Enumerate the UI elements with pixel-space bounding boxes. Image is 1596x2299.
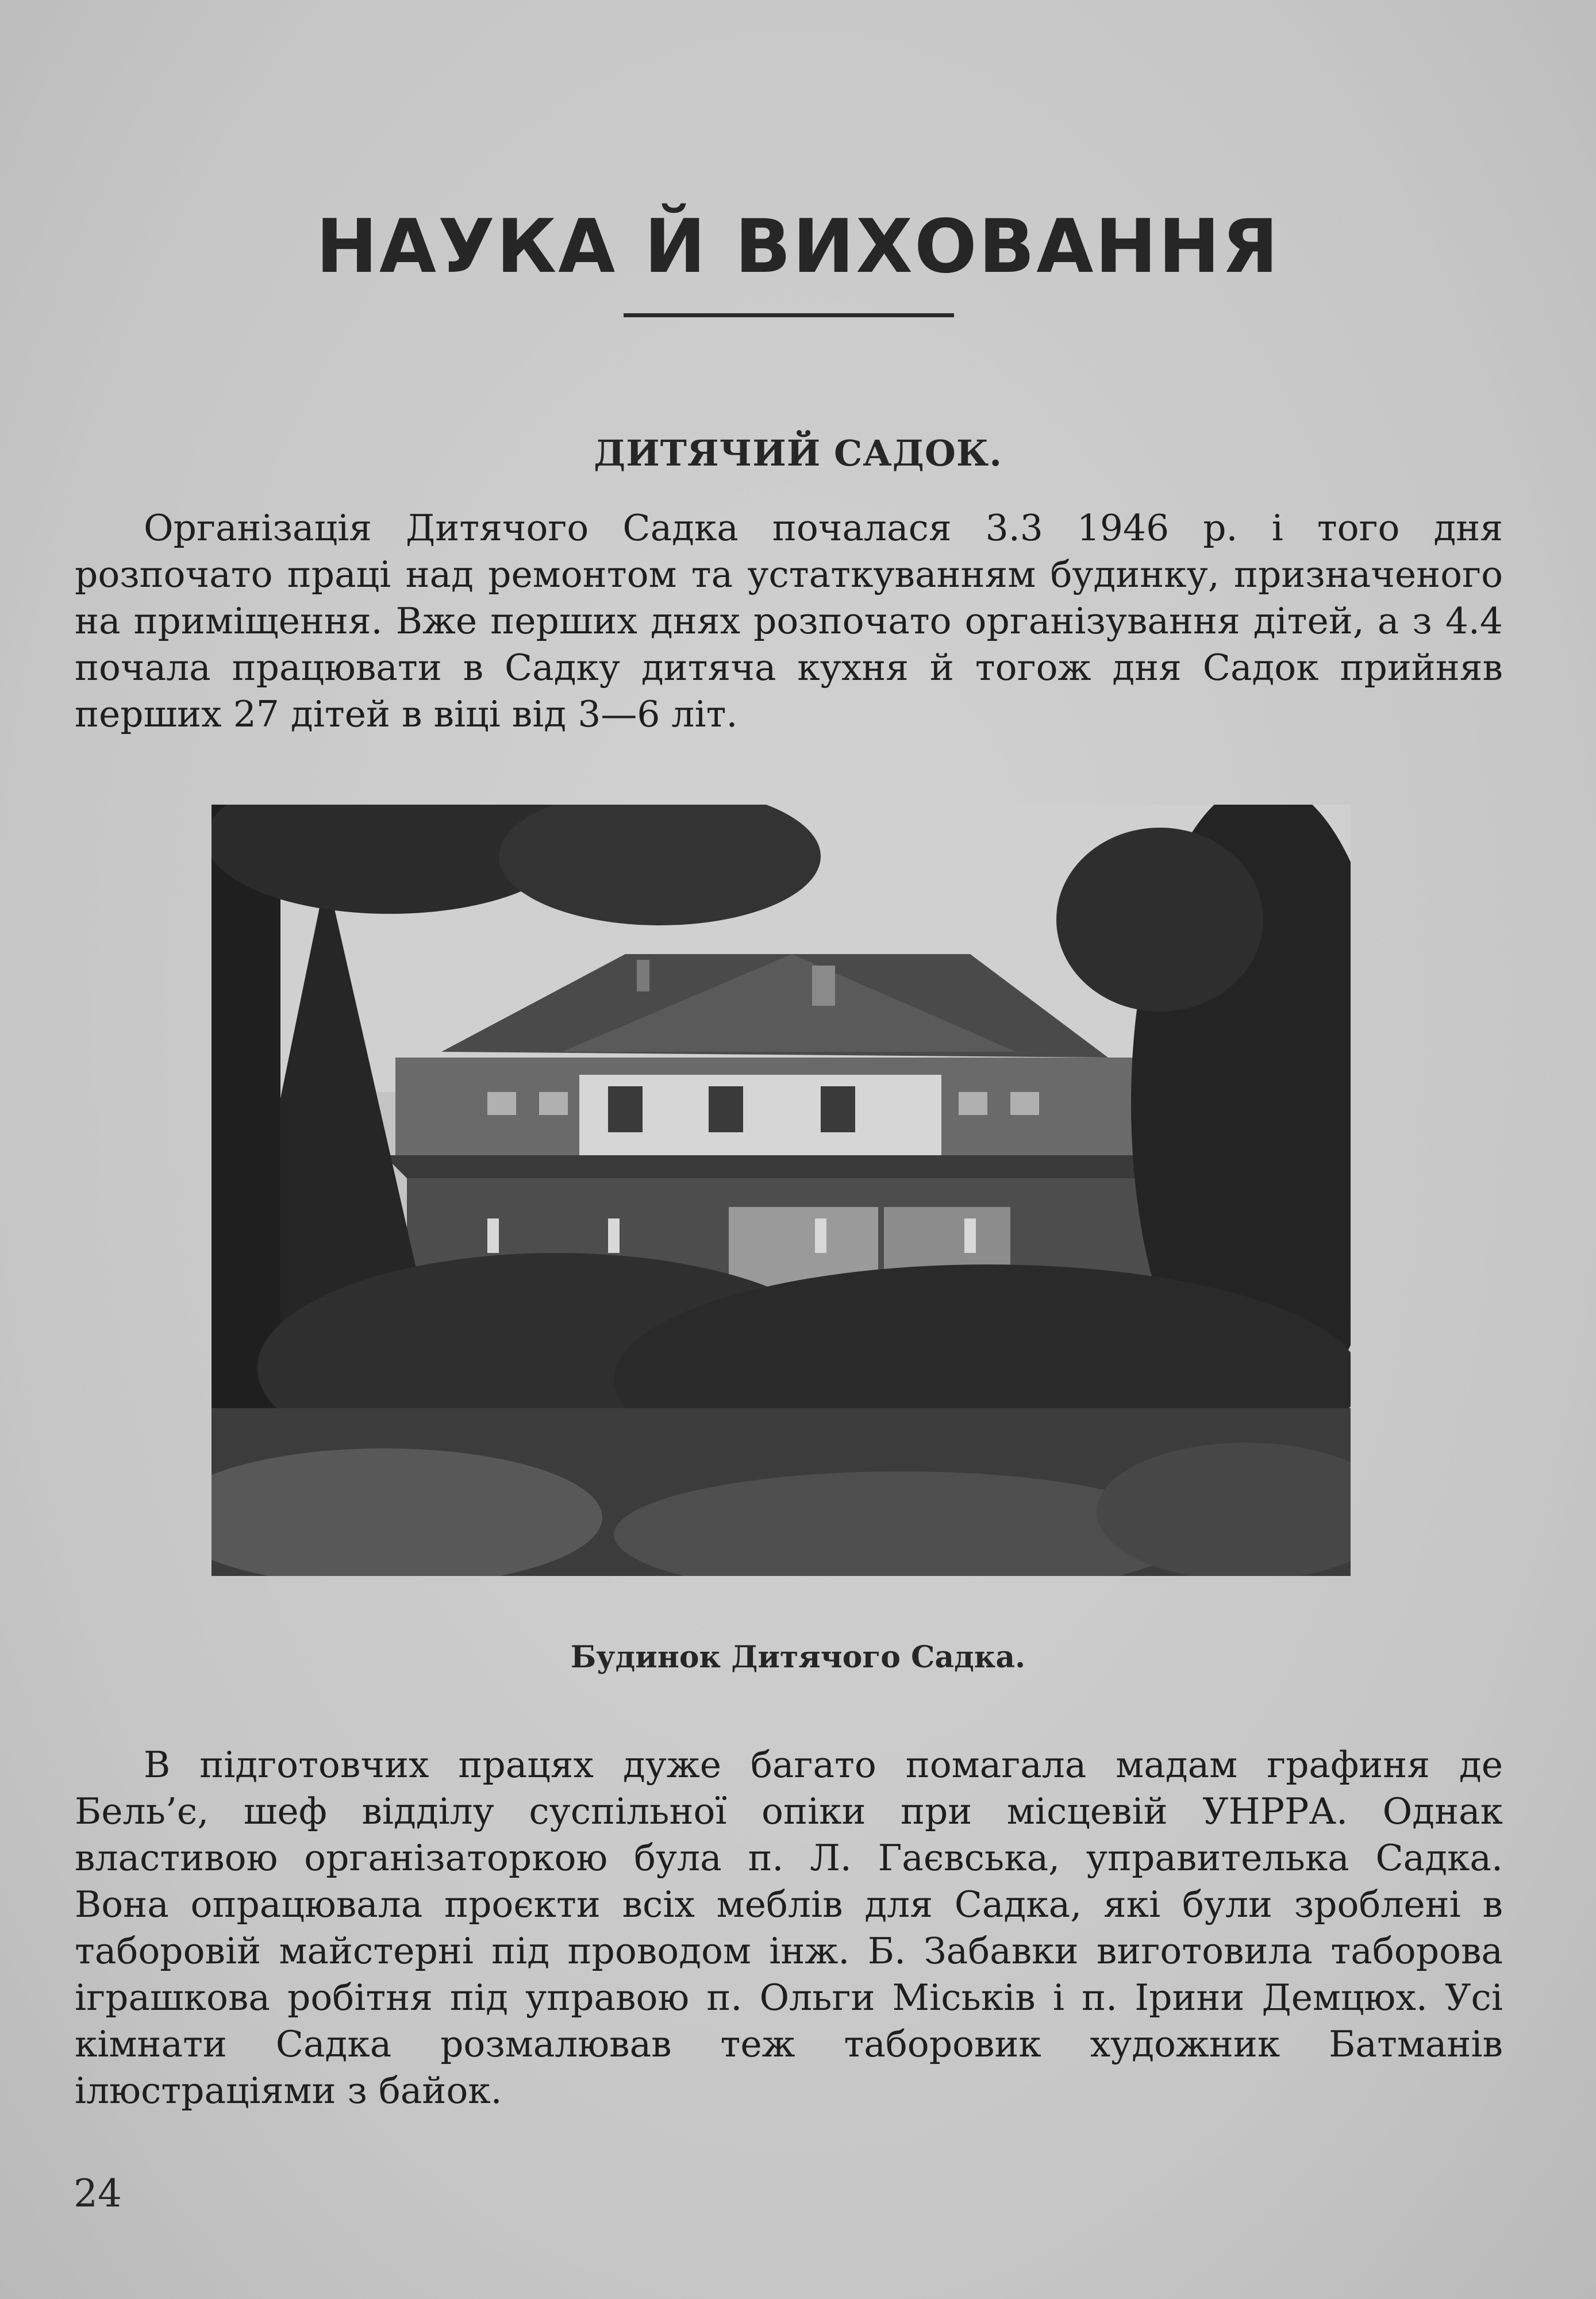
paragraph-intro-text: Організація Дитячого Садка почалася 3.3 1946 р. і того дня розпочато праці над ремонтом та устаткуванням будинку, призначеного на приміщення. Вже перших днях розпочато організування дітей, а з 4.4 почала працювати в Садку дитяча кухня й тогож дня Садок прийняв перших 27 дітей в віці від 3—6 літ. <box>75 507 1503 735</box>
page-number: 24 <box>74 2171 122 2216</box>
section-heading: ДИТЯЧИЙ САДОК. <box>594 432 1002 474</box>
photo-caption: Будинок Дитячого Садка. <box>570 1640 1026 1675</box>
title-divider <box>624 313 954 317</box>
paragraph-preparation-text: В підготовчих працях дуже багато помагала мадам графиня де Бель’є, шеф відділу суспільної опіки при місцевій УНРРА. Однак властивою організаторкою була п. Л. Гаєвська, управителька Садка. Вона опрацювала проєкти всіх меблів для Садка, які були зроблені в таборовій майстерні під проводом інж. Б. Забавки виготовила таборова іграшкова робітня під управою п. Ольги Міськів і п. Ірини Демцюх. Усі кімнати Садка розмалював теж таборовик художник Батманів ілюстраціями з байок. <box>75 1744 1503 2112</box>
building-photo-illustration <box>211 805 1351 1576</box>
kindergarten-building-photo <box>211 805 1351 1576</box>
page-title: НАУКА Й ВИХОВАННЯ <box>316 204 1280 290</box>
paragraph-preparation <box>75 1741 1503 2114</box>
paragraph-intro <box>75 505 1503 737</box>
